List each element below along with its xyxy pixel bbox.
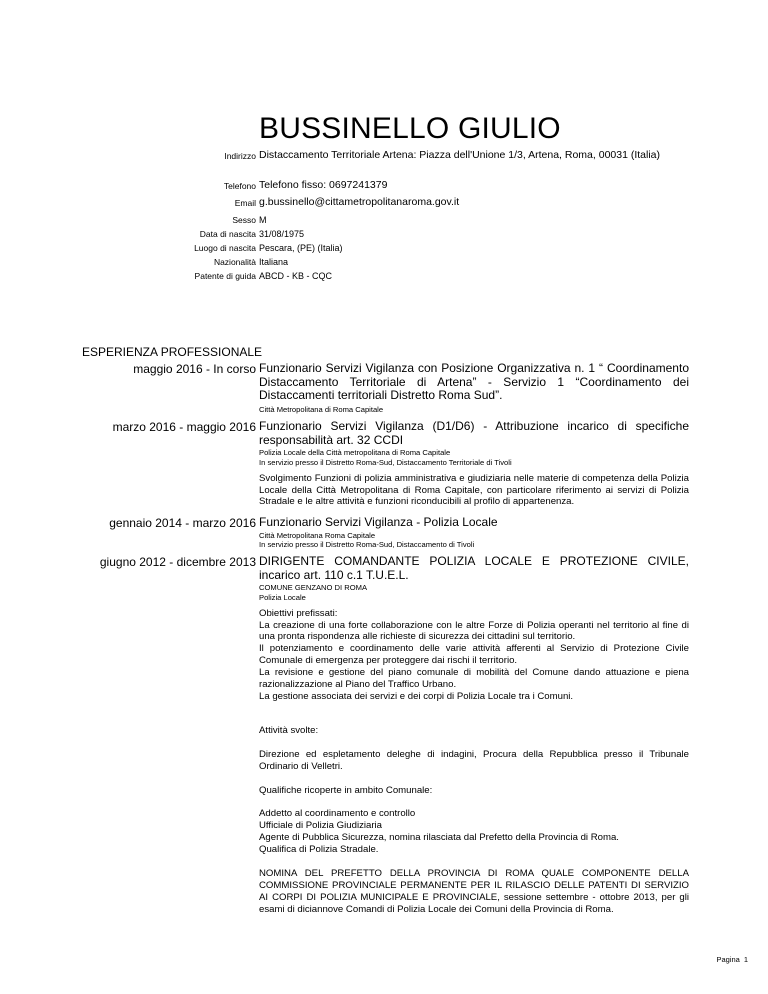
sex-label: Sesso xyxy=(232,215,256,225)
email-value: g.bussinello@cittametropolitanaroma.gov.it xyxy=(259,196,460,208)
experience-title: Funzionario Servizi Vigilanza - Polizia Locale xyxy=(259,515,498,529)
spacer xyxy=(259,737,689,749)
experience-description xyxy=(259,608,689,916)
body-line: La gestione associata dei servizi e dei corpi di Polizia Locale tra i Comuni. xyxy=(259,690,574,702)
sex-value: M xyxy=(259,215,267,225)
license-value: ABCD - KB - CQC xyxy=(259,271,333,281)
body-line: Ufficiale di Polizia Giudiziaria xyxy=(259,820,382,832)
experience-employer: Città Metropolitana Roma Capitale xyxy=(259,530,376,540)
experience-location: In servizio presso il Distretto Roma-Sud, Distaccamento Territoriale di Tivoli xyxy=(259,457,512,467)
experience-location: In servizio presso il Distretto Roma-Sud, Distaccamento di Tivoli xyxy=(259,540,475,550)
person-name: BUSSINELLO GIULIO xyxy=(259,112,561,145)
body-line: La creazione di una forte collaborazione con le altre Forze di Polizia operanti nel territorio al fine di una pronta rispondenza alle richieste di sicurezza dei cittadini sul territorio. xyxy=(259,619,689,643)
body-line: Direzione ed espletamento deleghe di indagini, Procura della Repubblica presso il Tribunale Ordinario di Velletri. xyxy=(259,748,689,772)
experience-employer: Città Metropolitana di Roma Capitale xyxy=(259,404,384,414)
section-heading-experience: ESPERIENZA PROFESSIONALE xyxy=(82,345,263,359)
spacer xyxy=(259,796,689,808)
body-line: Il potenziamento e coordinamento delle varie attività afferenti al Servizio di Protezione Civile Comunale di emergenza per proteggere dai rischi il territorio. xyxy=(259,643,689,667)
email-label: Email xyxy=(234,198,256,208)
page-label: Pagina xyxy=(716,955,740,964)
page-number: 1 xyxy=(743,955,748,964)
spacer xyxy=(259,717,689,725)
experience-title: DIRIGENTE COMANDANTE POLIZIA LOCALE E PROTEZIONE CIVILE, incarico art. 110 c.1 T.U.E.L. xyxy=(259,554,689,582)
experience-entry xyxy=(259,420,689,508)
address-value: Distaccamento Territoriale Artena: Piazza dell'Unione 1/3, Artena, Roma, 00031 (Italia) xyxy=(259,149,661,161)
page-footer xyxy=(712,955,748,964)
experience-date: marzo 2016 - maggio 2016 xyxy=(112,420,256,434)
experience-entry xyxy=(259,362,689,414)
body-line: Addetto al coordinamento e controllo xyxy=(259,808,416,820)
experience-department: Polizia Locale xyxy=(259,592,306,602)
body-line: NOMINA DEL PREFETTO DELLA PROVINCIA DI ROMA QUALE COMPONENTE DELLA COMMISSIONE PROVINCIALE PERMANENTE PER IL RILASCIO DELLE PATENTI DI SERVIZIO AI CORPI DI POLIZIA MUNICIPALE E PROVINCIALE, sessione settembre - ottobre 2013, per gli esami di diciannove Comandi di Polizia Locale dei Comuni della Provincia di Roma. xyxy=(259,868,689,915)
birthplace-label: Luogo di nascita xyxy=(194,243,256,253)
experience-employer: COMUNE GENZANO DI ROMA xyxy=(259,583,368,592)
spacer xyxy=(259,856,689,868)
experience-date: maggio 2016 - In corso xyxy=(133,362,256,376)
experience-date: gennaio 2014 - marzo 2016 xyxy=(109,516,256,530)
experience-title: Funzionario Servizi Vigilanza (D1/D6) - Attribuzione incarico di specifiche responsabilità art. 32 CCDI xyxy=(259,419,689,447)
body-line: Qualifica di Polizia Stradale. xyxy=(259,844,379,856)
nationality-label: Nazionalità xyxy=(213,257,256,267)
experience-entry xyxy=(259,555,689,916)
body-line: Obiettivi prefissati: xyxy=(259,607,338,619)
phone-label: Telefono xyxy=(223,181,256,191)
phone-value: Telefono fisso: 0697241379 xyxy=(259,179,388,191)
nationality-value: Italiana xyxy=(259,257,289,267)
experience-entry xyxy=(259,516,689,550)
address-label: Indirizzo xyxy=(224,151,256,161)
experience-title: Funzionario Servizi Vigilanza con Posizione Organizzativa n. 1 “ Coordinamento Distaccamento Territoriale di Artena” - Servizio 1 “Coordinamento dei Distaccamenti territoriali Distretto Roma Sud”. xyxy=(259,361,689,402)
body-line: Agente di Pubblica Sicurezza, nomina rilasciata dal Prefetto della Provincia di Roma. xyxy=(259,832,619,844)
experience-description: Svolgimento Funzioni di polizia amministrativa e giudiziaria nelle materie di competenza della Polizia Locale della Città Metropolitana di Roma Capitale, con particolare riferimento ai servizi di Polizia Stradale e le altre attività e funzioni riconducibili al profilo di appartenenza. xyxy=(259,472,689,508)
birthplace-value: Pescara, (PE) (Italia) xyxy=(259,243,343,253)
experience-date: giugno 2012 - dicembre 2013 xyxy=(99,555,256,569)
spacer xyxy=(259,703,689,717)
body-line: Attività svolte: xyxy=(259,724,319,736)
spacer xyxy=(259,773,689,785)
license-label: Patente di guida xyxy=(194,271,256,281)
body-line: La revisione e gestione del piano comunale di mobilità del Comune dando attuazione e piena razionalizzazione al Piano del Traffico Urbano. xyxy=(259,667,689,691)
body-line: Qualifiche ricoperte in ambito Comunale: xyxy=(259,784,433,796)
birthdate-label: Data di nascita xyxy=(199,229,256,239)
experience-employer: Polizia Locale della Città metropolitana di Roma Capitale xyxy=(259,448,451,457)
birthdate-value: 31/08/1975 xyxy=(259,229,305,239)
